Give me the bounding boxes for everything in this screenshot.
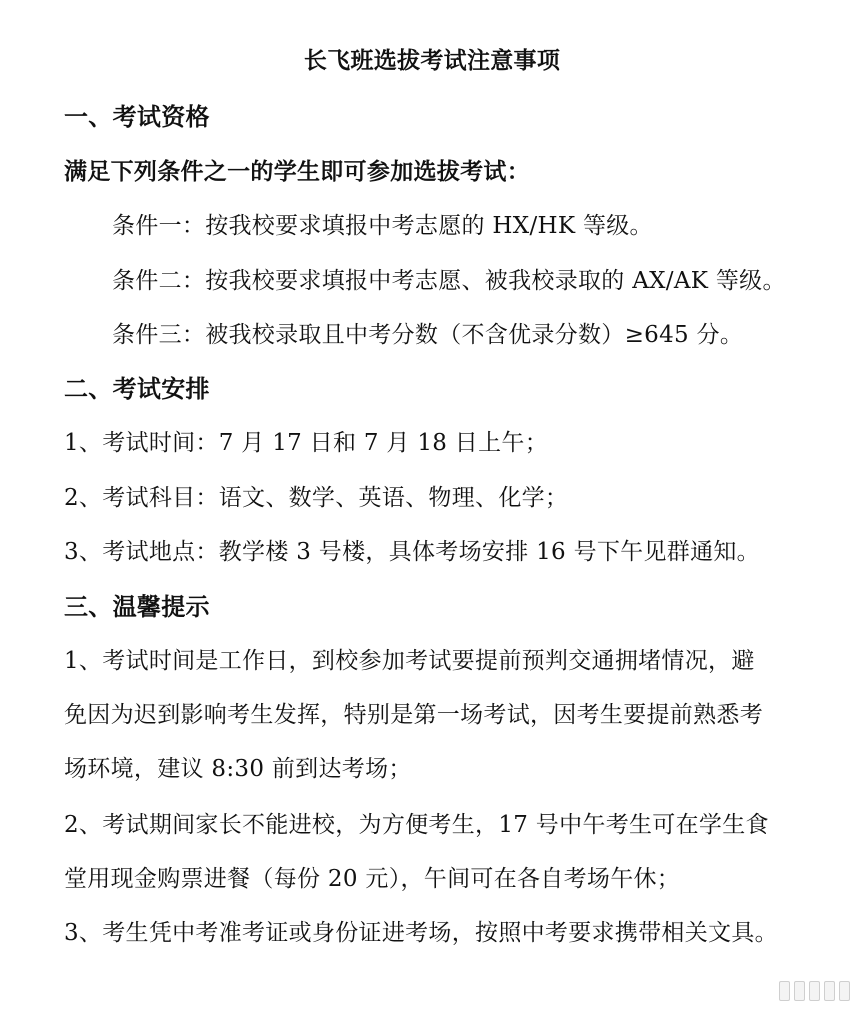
tip-1-line: 免因为迟到影响考生发挥，特别是第一场考试，因考生要提前熟悉考 <box>64 702 763 728</box>
section-heading-tips: 三、温馨提示 <box>64 593 210 621</box>
tip-1-line: 1、考试时间是工作日，到校参加考试要提前预判交通拥堵情况，避 <box>64 648 755 674</box>
section-heading-arrangement: 二、考试安排 <box>64 375 210 403</box>
tip-3-line: 3、考生凭中考准考证或身份证进考场，按照中考要求携带相关文具。 <box>64 920 778 946</box>
tip-2-line: 堂用现金购票进餐（每份 20 元），午间可在各自考场午休； <box>64 866 681 892</box>
tip-2-line: 2、考试期间家长不能进校，为方便考生，17 号中午考生可在学生食 <box>64 812 769 838</box>
condition-item: 条件二：按我校要求填报中考志愿、被我校录取的 AX/AK 等级。 <box>112 268 786 294</box>
arrangement-item-subjects: 2、考试科目：语文、数学、英语、物理、化学； <box>64 485 569 511</box>
qualification-intro: 满足下列条件之一的学生即可参加选拔考试： <box>64 159 530 185</box>
condition-item: 条件一：按我校要求填报中考志愿的 HX/HK 等级。 <box>112 213 653 239</box>
condition-item: 条件三：被我校录取且中考分数（不含优录分数）≥645 分。 <box>112 322 744 348</box>
page-title: 长飞班选拔考试注意事项 <box>303 48 561 74</box>
section-heading-qualification: 一、考试资格 <box>64 103 210 131</box>
arrangement-item-location: 3、考试地点：教学楼 3 号楼，具体考场安排 16 号下午见群通知。 <box>64 539 760 565</box>
watermark-icon <box>779 981 850 1001</box>
tip-1-line: 场环境，建议 8:30 前到达考场； <box>64 756 412 782</box>
arrangement-item-time: 1、考试时间：7 月 17 日和 7 月 18 日上午； <box>64 430 549 456</box>
